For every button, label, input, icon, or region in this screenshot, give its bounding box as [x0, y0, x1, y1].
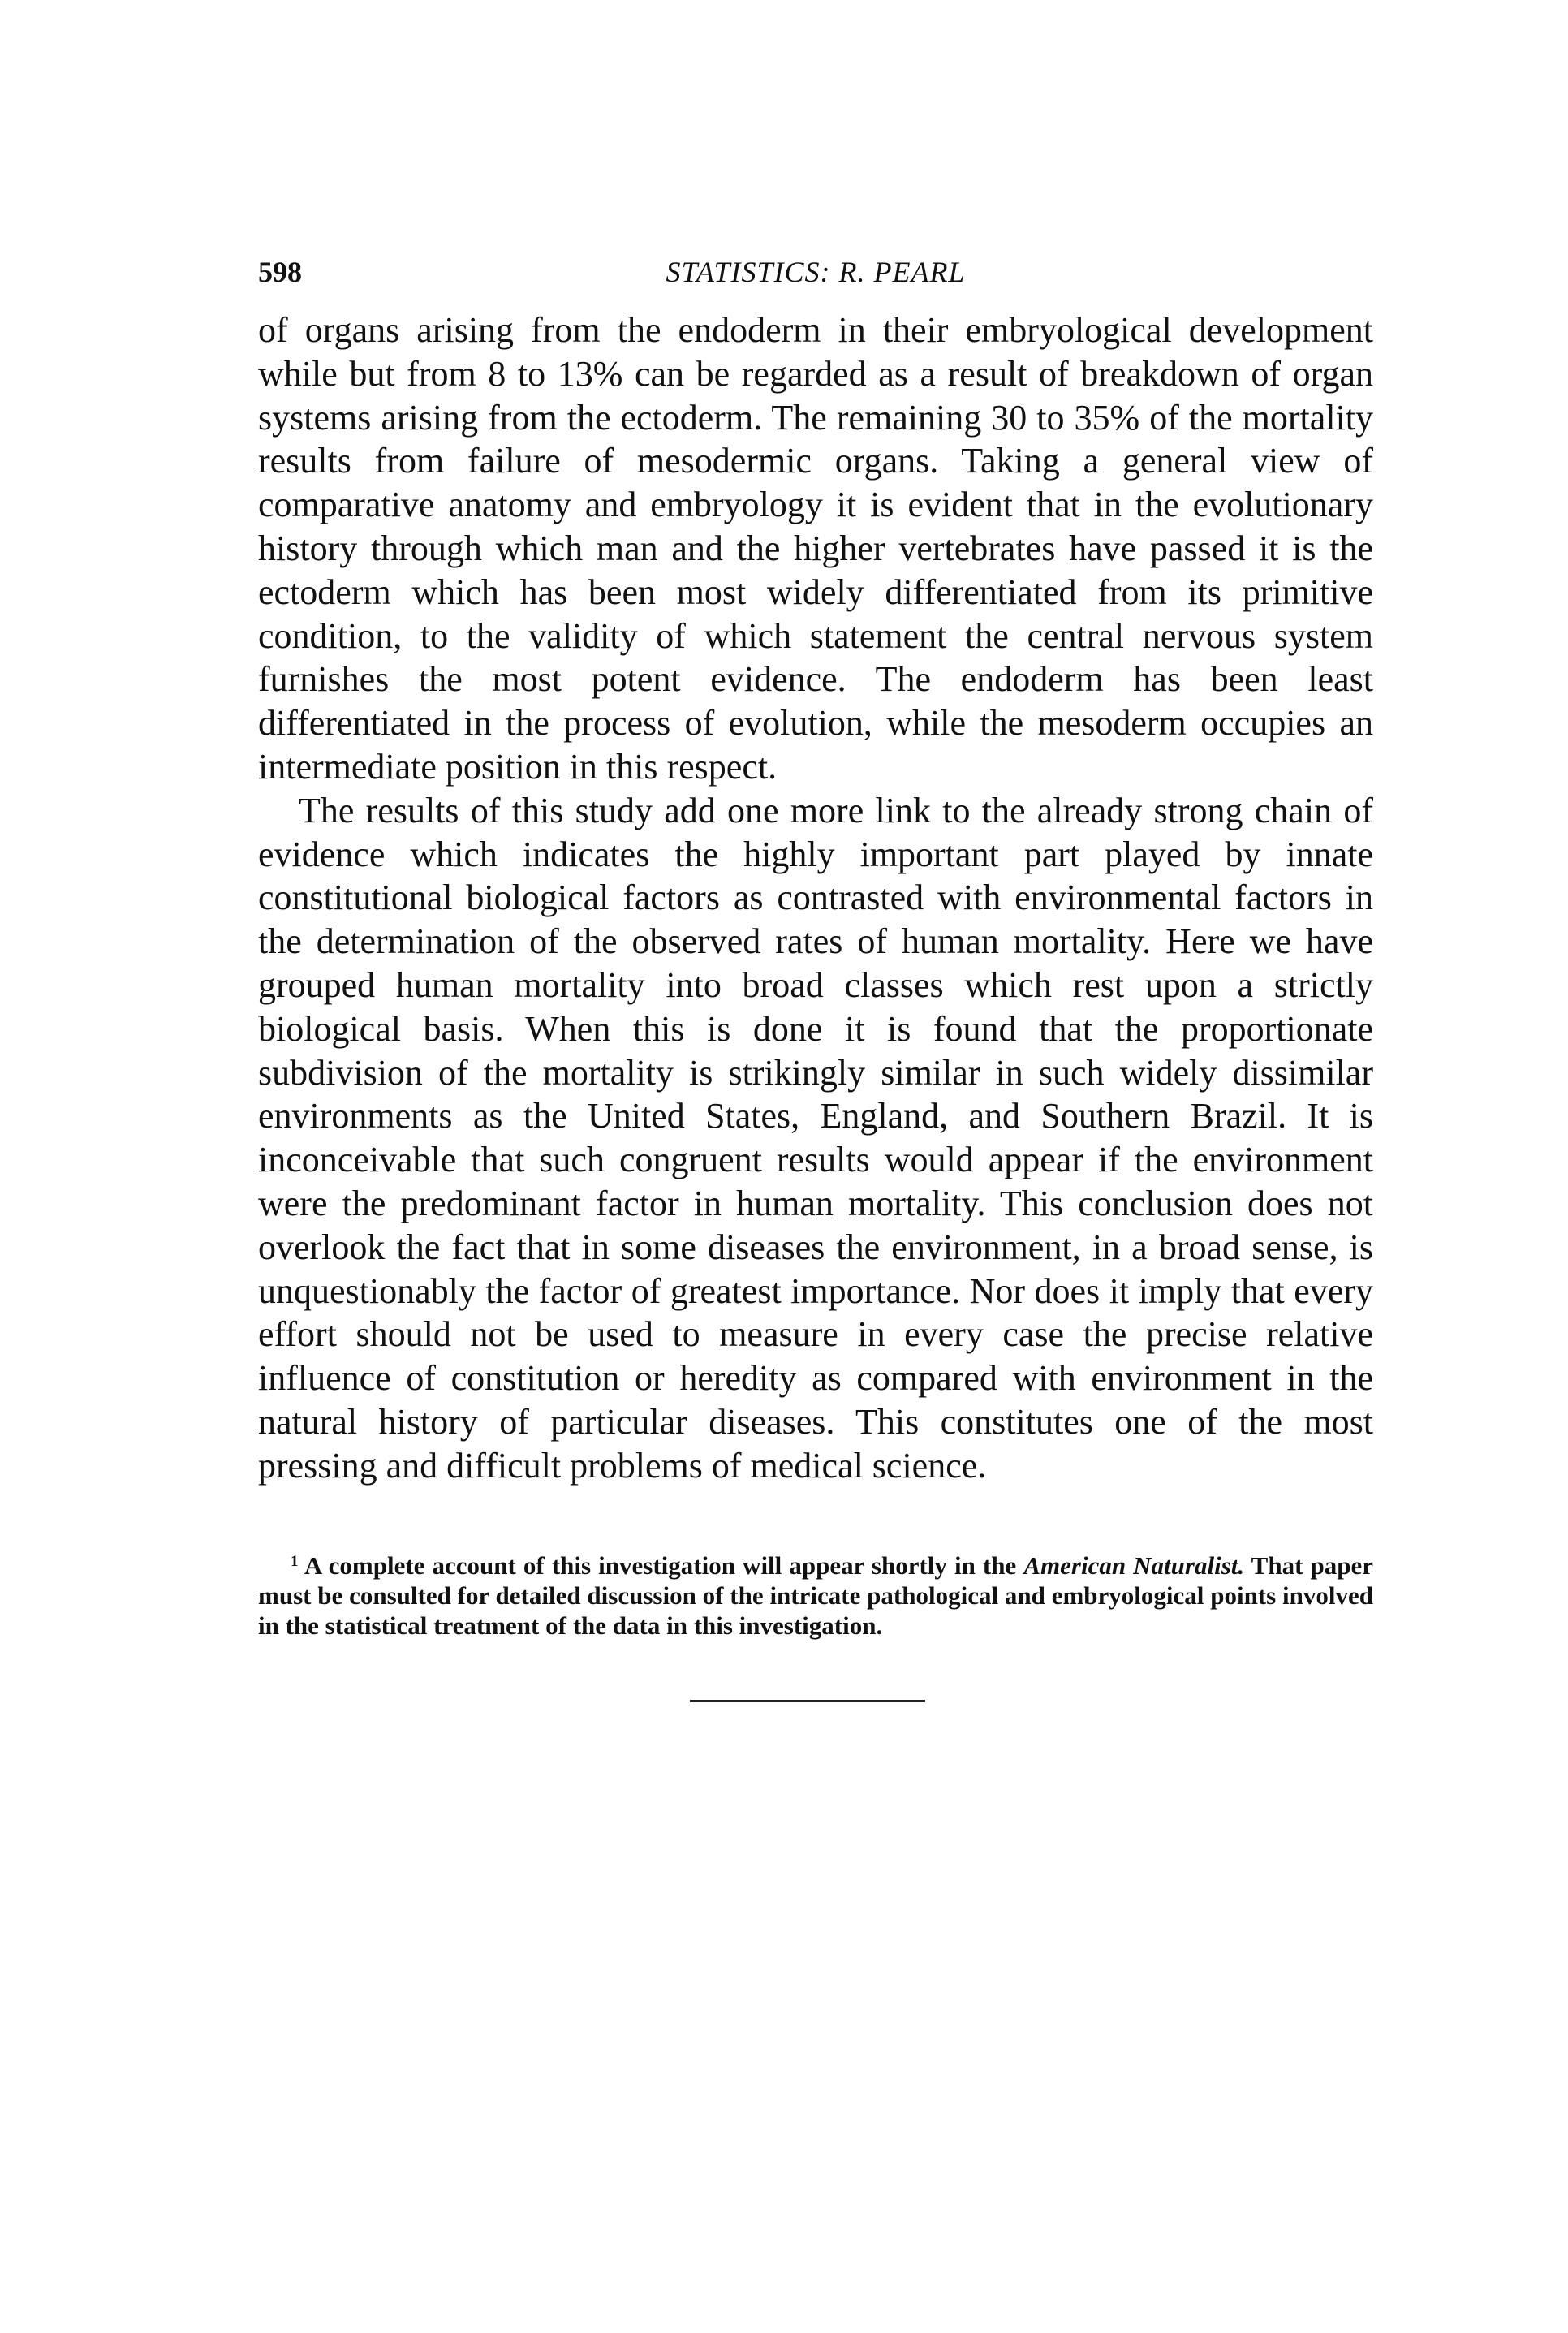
end-rule: [690, 1700, 925, 1702]
paragraph-continued: of organs arising from the endoderm in their embryological development while but from 8 to 13% can be regarded as a result of breakdown of organ systems arising from the ectoderm. The remaining 30 to 35% of the mortality results from failure of mesodermic organs. Taking a general view of comparative anatomy and embryology it is evident that in the evolutionary history through which man and the higher vertebrates have passed it is the ectoderm which has been most widely differentiated from its primitive condition, to the validity of which statement the central nervous system furnishes the most potent evidence. The endoderm has been least differentiated in the process of evolution, while the mesoderm occupies an intermediate position in this respect.: [258, 310, 1373, 787]
footnote-marker: 1: [291, 1553, 299, 1570]
footnote: [258, 1550, 1373, 1641]
footnote-text-after: That paper must be consulted for detailed discussion of the intricate pathological and embryological points involved in the statistical treatment of the data in this investigation.: [258, 1551, 1374, 1640]
page-number: 598: [258, 256, 302, 288]
footnote-journal-title: American Naturalist.: [1023, 1551, 1245, 1580]
running-head: STATISTICS: R. PEARL: [666, 256, 966, 288]
footnote-text: [258, 1550, 1373, 1641]
paragraph-conclusion: The results of this study add one more link to the already strong chain of evidence which indicates the highly important part played by innate constitutional biological factors as contrasted with environmental factors in the determination of the observed rates of human mortality. Here we have grouped human mortality into broad classes which rest upon a strictly biological basis. When this is done it is found that the proportionate subdivision of the mortality is strikingly similar in such widely dissimilar environments as the United States, England, and Southern Brazil. It is inconceivable that such congruent results would appear if the environment were the predominant factor in human mortality. This conclusion does not overlook the fact that in some diseases the environment, in a broad sense, is unquestionably the factor of greatest importance. Nor does it imply that every effort should not be used to measure in every case the precise relative influence of constitution or heredity as compared with environment in the natural history of particular diseases. This constitutes one of the most pressing and difficult problems of medical science.: [258, 790, 1373, 1486]
footnote-text-before: A complete account of this investigation will appear shortly in the: [304, 1551, 1024, 1580]
body-text: [258, 308, 1373, 1488]
page-header: [258, 248, 1373, 296]
